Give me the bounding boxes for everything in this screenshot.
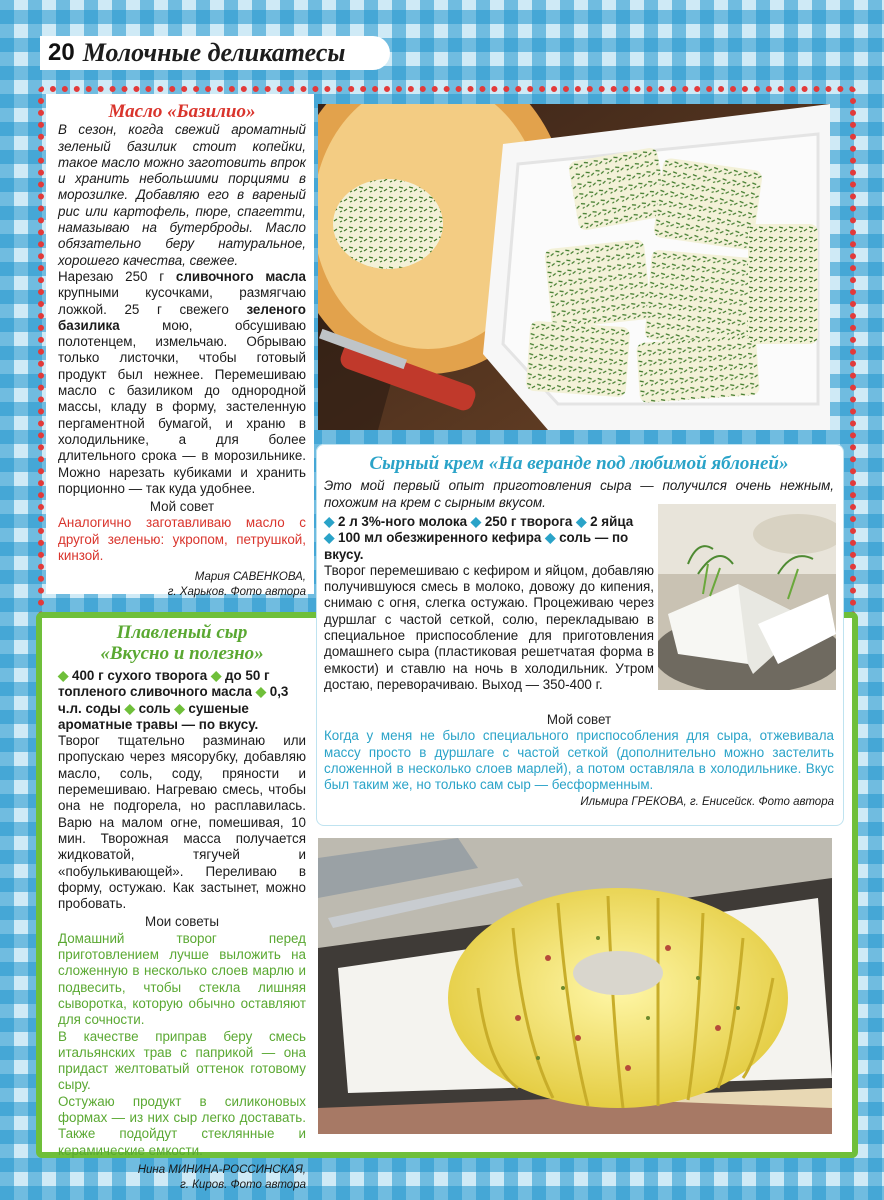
article3-ingredient: 0,3 ч.л. соды [58,684,289,716]
article2-ingredient: соль — по вкусу. [324,530,629,562]
article2-advice: Когда у меня не было специального приспособления для сыра, отжевивала массу просто в дуршлаге с частой сеткой (дополнительно можно застелить сложенной в несколько слоев марлей), а потом оставляла в холодильнике. Вкус был таким же, но только сам сыр — бесформенным. [324,728,834,793]
article1-body-c: мою, обсушиваю полотенцем, измельчаю. Обрываю только листочки, чтобы готовый продукт был нежнее. Перемешиваю масло с базиликом до однородной массы, кладу в форму, застеленную пергаментной бумагой, и храню в холодильнике, а для более длительного срока — в морозильнике. Можно нарезать кубиками и хранить порционно — так куда удобнее. [58,317,306,496]
article1-advice: Аналогично заготавливаю масло с другой зеленью: укропом, петрушкой, кинзой. [58,515,306,564]
article1 [58,101,306,600]
article3-ingredient: до 50 г топленого сливочного масла [58,668,270,700]
article3-advice-item: Остужаю продукт в силиконовых формах — из них сыр легко доставать. Также подойдут стеклянные и керамические емкости. [58,1093,306,1158]
basil-butter-photo [318,104,830,430]
page-number: 20 [48,39,75,66]
article2-intro: Это мой первый опыт приготовления сыра — получился очень нежным, похожим на крем с сырным вкусом. [324,478,834,510]
processed-cheese-image [318,838,832,1134]
article3-ingredient: сушеные ароматные травы — по вкусу. [58,700,259,732]
page-header [40,36,390,70]
article3-title-line2: «Вкусно и полезно» [100,643,264,664]
article3-title-line1: Плавленый сыр [116,622,248,643]
processed-cheese-photo [318,838,832,1134]
article3-title [58,622,306,664]
article1-author [58,570,306,600]
article1-body [58,269,306,497]
article2-advice-heading: Мой совет [546,712,612,727]
article3-advice-heading: Мои советы [145,914,219,930]
article2-advice-block [324,710,834,810]
article1-body-a: Нарезаю 250 г [58,268,176,284]
article1-advice-heading: Мой совет [149,499,215,515]
article2-ingredient: 2 л 3%-ного молока [338,514,468,529]
article3-ingredient: соль [138,700,171,716]
cheese-cream-photo [658,504,836,690]
article2-author: Ильмира ГРЕКОВА, г. Енисейск. Фото автора [580,796,834,809]
article2-title: Сырный крем «На веранде под любимой яблоней» [369,453,789,474]
article2 [324,453,834,511]
cheese-cream-image [658,504,836,690]
article1-body-bold2: зеленого базилика [58,301,306,333]
article2-ingredient: 250 г творога [484,514,573,529]
article2-body: Творог перемешиваю с кефиром и яйцом, добавляю получившуюся смесь в молоко, довожу до кипения, снимаю с огня, слегка остужаю. Процеживаю через дуршлаг с частой сеткой, солю, перекладываю в специальное приспособление для приготовления домашнего сыра (пластиковая решетчатая форма в емкости) и ставлю на ночь в холодильник. Утром достаю, переворачиваю. Выход — 350-400 г. [324,562,654,692]
article3-advice-item: Домашний творог перед приготовлением лучше выложить на сложенную в несколько слоев марлю и подвесить, чтобы стекла лишняя сыворотка, которую обычно оставляют для сочности. [58,930,306,1028]
article1-author-place: г. Харьков. Фото автора [167,586,306,599]
article1-title: Масло «Базилио» [108,101,256,122]
article3-author-name: Нина МИНИНА-РОССИНСКАЯ, [137,1163,306,1176]
section-title: Молочные деликатесы [82,38,346,67]
article3-author [58,1163,306,1193]
article1-body-bold1: сливочного масла [175,268,306,284]
article1-body-b: крупными кусочками, размягчаю ложкой. 25 г свежего [58,285,306,317]
article3-ingredients: ◆ 400 г сухого творога ◆ до 50 г топленого сливочного масла ◆ 0,3 ч.л. соды ◆ соль ◆ сушеные ароматные травы — по вкусу. [58,668,289,732]
article3-author-place: г. Киров. Фото автора [180,1178,306,1191]
article2-recipe [324,514,654,693]
article3 [58,622,306,1193]
article1-author-name: Мария САВЕНКОВА, [194,571,306,584]
article3-body: Творог тщательно разминаю или пропускаю через мясорубку, добавляю масло, соль, соду, пряности и перемешиваю. Нагреваю смесь, чтобы она не подгорела, но расплавилась. Варю на малом огне, помешивая, 10 мин. Творожная масса получается жидковатой, тягучей и «побулькивающей». Переливаю в форму, остужаю. Как застынет, можно пробовать. [58,733,306,912]
basil-butter-image [318,104,830,430]
article3-ingredient: 400 г сухого творога [72,668,208,683]
article2-ingredient: 100 мл обезжиренного кефира [338,530,542,546]
article1-intro: В сезон, когда свежий ароматный зеленый базилик стоит копейки, такое масло можно заготовить впрок и хранить небольшими порциями в морозилке. Добавляю его в вареный рис или картофель, пюре, спагетти, намазываю на бутерброды. Масло обязательно беру натуральное, хорошего качества, свежее. [58,122,306,268]
article2-ingredients: ◆ 2 л 3%-ного молока ◆ 250 г творога ◆ 2 яйца ◆ 100 мл обезжиренного кефира ◆ соль — по вкусу. [324,514,634,562]
article3-advice-item: В качестве приправ беру смесь итальянских трав с паприкой — она придаст желтоватый оттенок готовому сыру. [58,1028,306,1093]
article2-ingredient: 2 яйца [590,514,634,529]
